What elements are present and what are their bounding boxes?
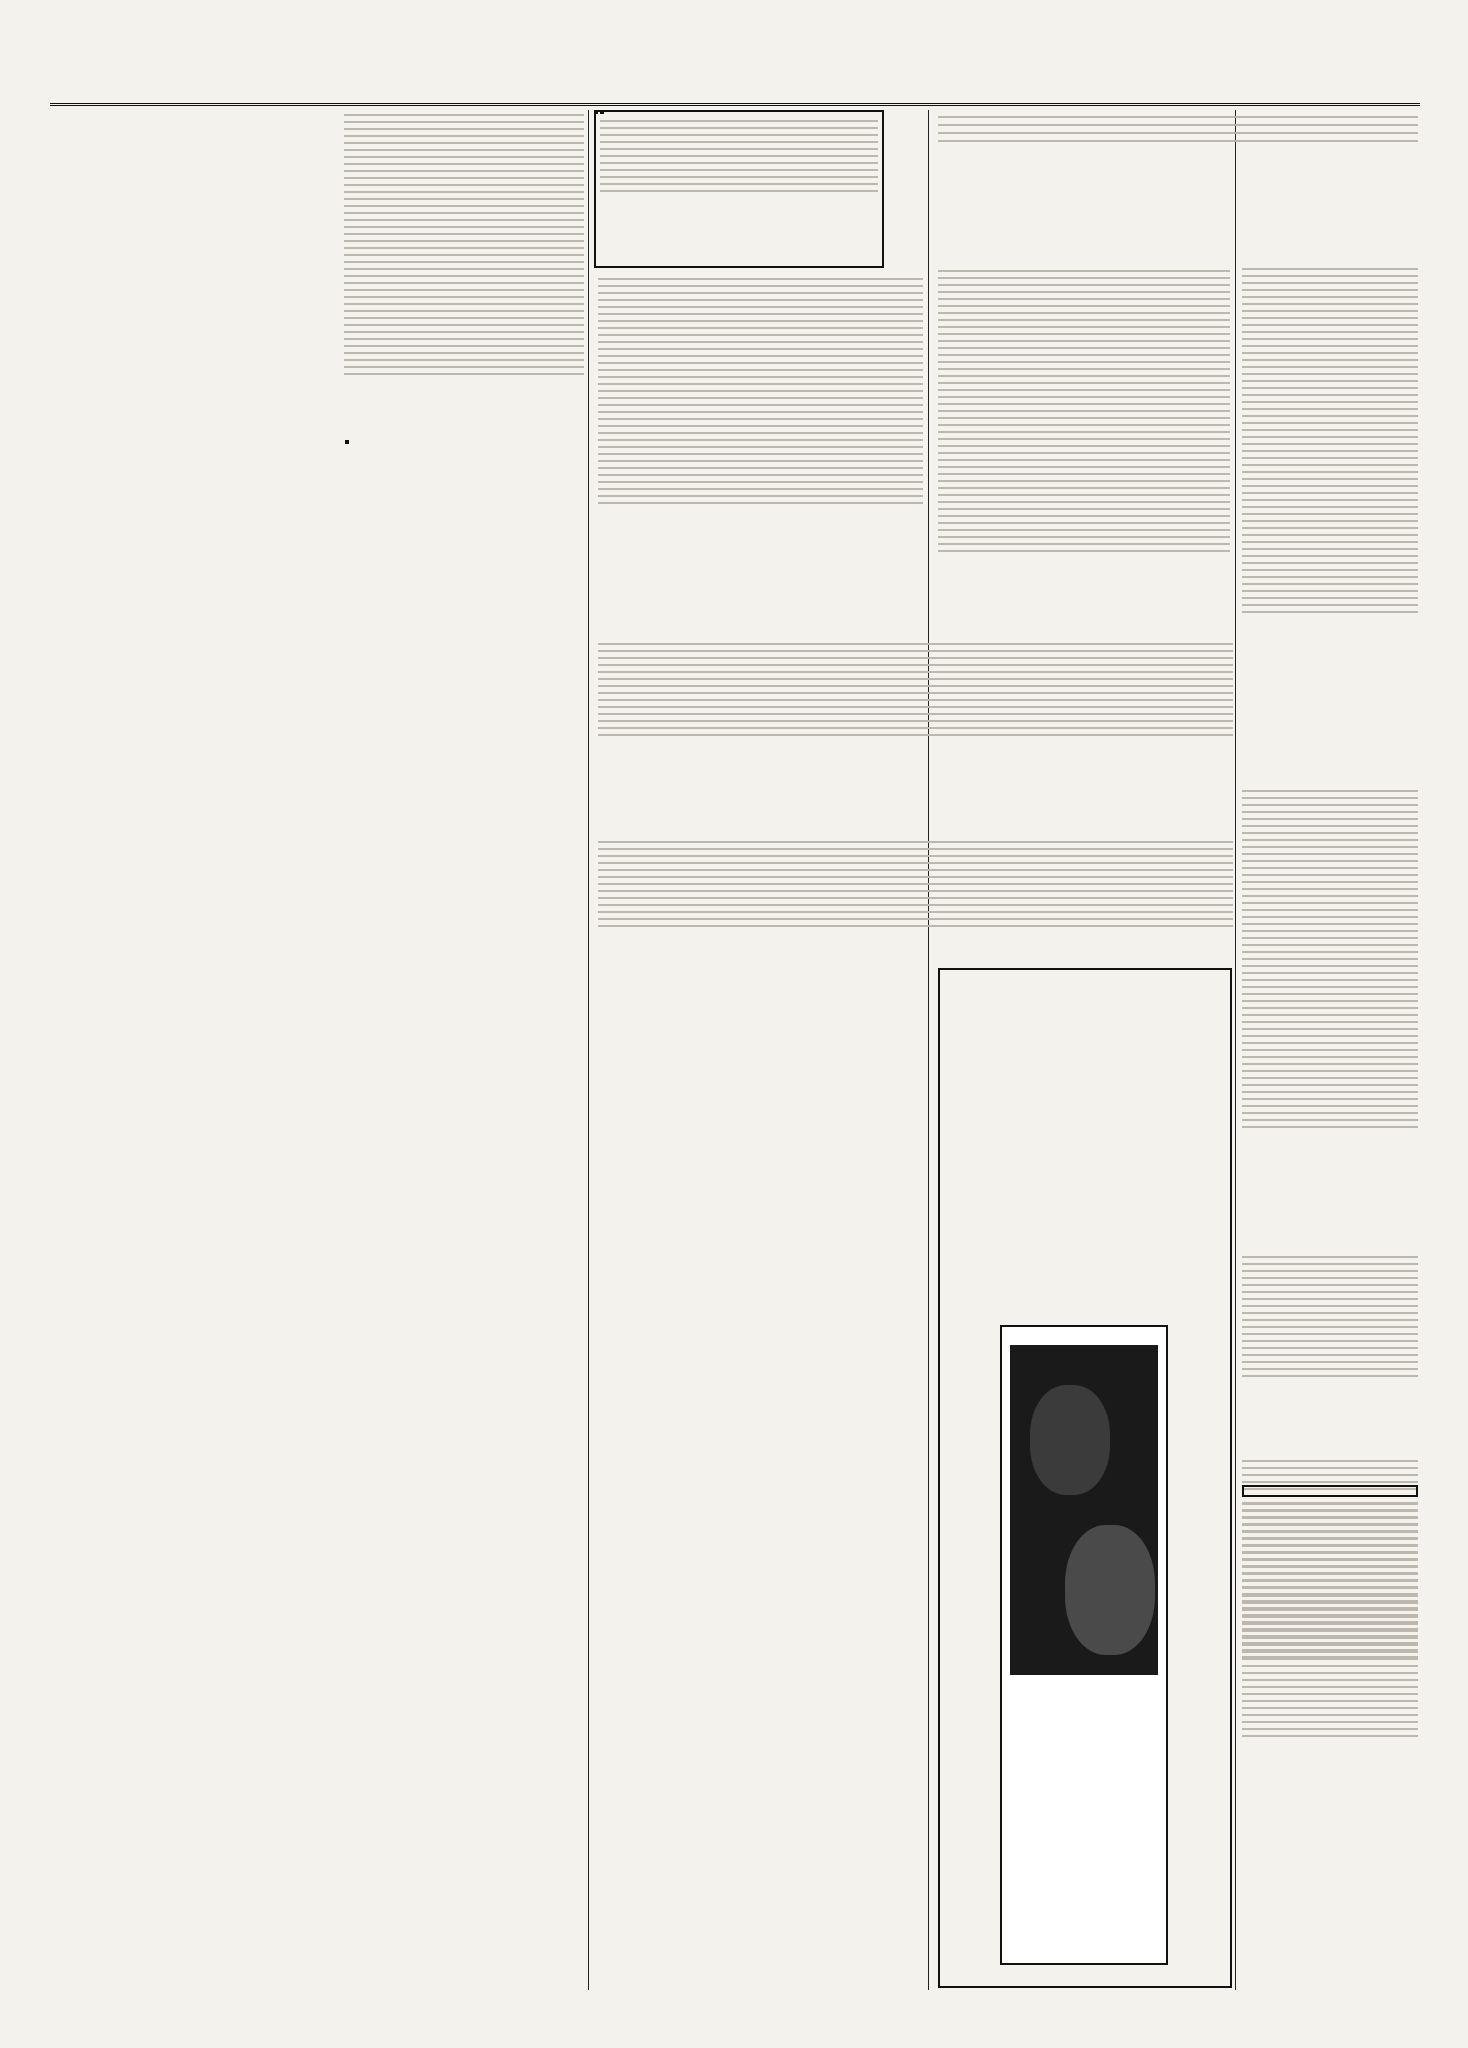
confidential-report [1242, 1250, 1418, 1450]
poster-credits [1002, 1681, 1166, 1689]
moon-article-body [938, 270, 1230, 630]
film-poster [1000, 1325, 1168, 1965]
yugoslavia-article [598, 835, 1233, 965]
cotton-article [594, 110, 884, 268]
masthead [50, 62, 1420, 106]
poster-presenter [1002, 1327, 1166, 1335]
paris-article [598, 272, 923, 632]
column-rule [588, 110, 589, 1990]
poster-photo [1010, 1345, 1158, 1675]
poster-face [1030, 1385, 1110, 1495]
kennedy-article [598, 635, 1233, 835]
news-summary [1242, 1485, 1418, 1985]
poster-cast-support [1002, 1335, 1166, 1339]
cancer-article-continued [1242, 790, 1418, 1240]
cotton-body [340, 110, 588, 430]
poster-face [1065, 1525, 1155, 1655]
cinema-right-words [1172, 1330, 1230, 1970]
column-rule [928, 110, 929, 1990]
cancer-article [1242, 260, 1418, 780]
cinema-footer [1000, 1966, 1168, 1986]
cinema-left-words [940, 1340, 996, 1820]
summary-headline [1242, 1485, 1418, 1497]
column-rule [1235, 110, 1236, 1990]
moon-article [938, 110, 1418, 270]
